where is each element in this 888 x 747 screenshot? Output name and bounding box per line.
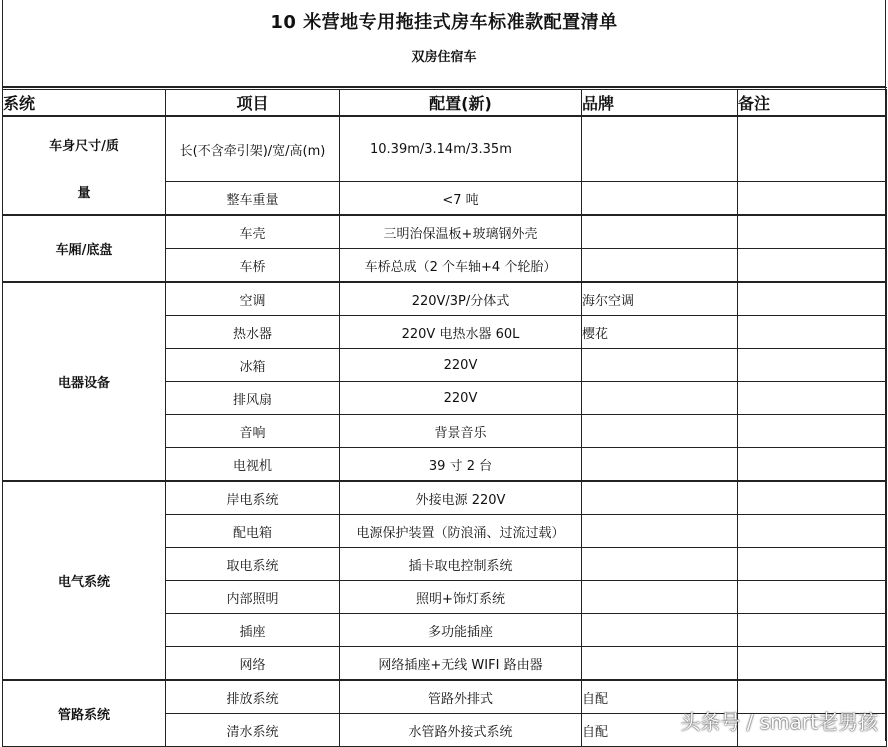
- item-cell: 长(不含牵引架)/宽/高(m): [166, 116, 340, 182]
- page-subtitle: 双房住宿车: [411, 50, 477, 65]
- item-cell: 冰箱: [166, 349, 340, 382]
- item-cell: 车桥: [166, 249, 340, 283]
- config-cell: <7 吨: [340, 182, 582, 216]
- config-cell: 电源保护装置（防浪涌、过流过载）: [340, 515, 582, 548]
- note-cell: [738, 316, 887, 349]
- note-cell: [738, 116, 887, 182]
- note-cell: [738, 182, 887, 216]
- note-cell: [738, 249, 887, 283]
- brand-cell: 自配: [582, 680, 738, 714]
- config-cell: 10.39m/3.14m/3.35m: [340, 116, 582, 182]
- config-cell: 插卡取电控制系统: [340, 548, 582, 581]
- config-cell: 三明治保温板+玻璃钢外壳: [340, 215, 582, 249]
- brand-cell: [582, 415, 738, 448]
- system-cell-electrical: 电气系统: [3, 481, 166, 680]
- note-cell: [738, 382, 887, 415]
- config-cell: 多功能插座: [340, 614, 582, 647]
- note-cell: [738, 215, 887, 249]
- item-cell: 插座: [166, 614, 340, 647]
- item-cell: 配电箱: [166, 515, 340, 548]
- note-cell: [738, 614, 887, 647]
- brand-cell: [582, 448, 738, 482]
- item-cell: 清水系统: [166, 714, 340, 747]
- system-label-line2: 量: [77, 185, 91, 201]
- note-cell: [738, 415, 887, 448]
- config-cell: 220Ⅴ/3P/分体式: [340, 282, 582, 316]
- brand-cell: [582, 581, 738, 614]
- config-cell: 管路外排式: [340, 680, 582, 714]
- config-cell: 220V: [340, 382, 582, 415]
- config-cell: 220V 电热水器 60L: [340, 316, 582, 349]
- title-block: [2, 0, 886, 87]
- brand-cell: [582, 548, 738, 581]
- col-header-item: 项目: [166, 89, 340, 117]
- item-cell: 岸电系统: [166, 481, 340, 515]
- brand-cell: 自配: [582, 714, 738, 747]
- note-cell: [738, 581, 887, 614]
- brand-cell: [582, 249, 738, 283]
- config-cell: 水管路外接式系统: [340, 714, 582, 747]
- item-cell: 排放系统: [166, 680, 340, 714]
- brand-cell: [582, 382, 738, 415]
- brand-cell: [582, 116, 738, 182]
- item-cell: 音响: [166, 415, 340, 448]
- note-cell: [738, 548, 887, 581]
- config-cell: 39 寸 2 台: [340, 448, 582, 482]
- item-cell: 取电系统: [166, 548, 340, 581]
- table-header-row: [3, 89, 887, 117]
- system-cell-appliances: 电器设备: [3, 282, 166, 481]
- brand-cell: [582, 215, 738, 249]
- brand-cell: 海尔空调: [582, 282, 738, 316]
- brand-cell: [582, 614, 738, 647]
- brand-cell: [582, 349, 738, 382]
- note-cell: [738, 282, 887, 316]
- col-header-note: 备注: [738, 89, 887, 117]
- config-cell: 220V: [340, 349, 582, 382]
- system-cell-plumbing: 管路系统: [3, 680, 166, 747]
- table-row: [3, 282, 887, 316]
- config-table: [2, 87, 887, 747]
- brand-cell: [582, 647, 738, 681]
- item-cell: 网络: [166, 647, 340, 681]
- system-label-line1: 车身尺寸/质: [49, 138, 119, 154]
- table-row: [3, 116, 887, 182]
- brand-cell: 樱花: [582, 316, 738, 349]
- note-cell: [738, 647, 887, 681]
- item-cell: 电视机: [166, 448, 340, 482]
- note-cell: [738, 515, 887, 548]
- item-cell: 整车重量: [166, 182, 340, 216]
- table-row: [3, 215, 887, 249]
- system-cell-body-size: [3, 116, 166, 215]
- brand-cell: [582, 481, 738, 515]
- item-cell: 内部照明: [166, 581, 340, 614]
- col-header-system: 系统: [3, 89, 166, 117]
- item-cell: 排风扇: [166, 382, 340, 415]
- table-row: [3, 481, 887, 515]
- col-header-config: 配置(新): [340, 89, 582, 117]
- config-cell: 网络插座+无线 WIFI 路由器: [340, 647, 582, 681]
- brand-cell: [582, 515, 738, 548]
- note-cell: [738, 448, 887, 482]
- brand-cell: [582, 182, 738, 216]
- config-cell: 背景音乐: [340, 415, 582, 448]
- config-cell: 车桥总成（2 个车轴+4 个轮胎）: [340, 249, 582, 283]
- item-cell: 空调: [166, 282, 340, 316]
- col-header-brand: 品牌: [582, 89, 738, 117]
- note-cell: [738, 481, 887, 515]
- item-cell: 车壳: [166, 215, 340, 249]
- page-title: 10 米营地专用拖挂式房车标准款配置清单: [270, 12, 618, 33]
- watermark: 头条号 / smart老男孩: [680, 710, 878, 734]
- item-cell: 热水器: [166, 316, 340, 349]
- note-cell: [738, 349, 887, 382]
- config-cell: 照明+饰灯系统: [340, 581, 582, 614]
- system-cell-chassis: 车厢/底盘: [3, 215, 166, 282]
- config-cell: 外接电源 220V: [340, 481, 582, 515]
